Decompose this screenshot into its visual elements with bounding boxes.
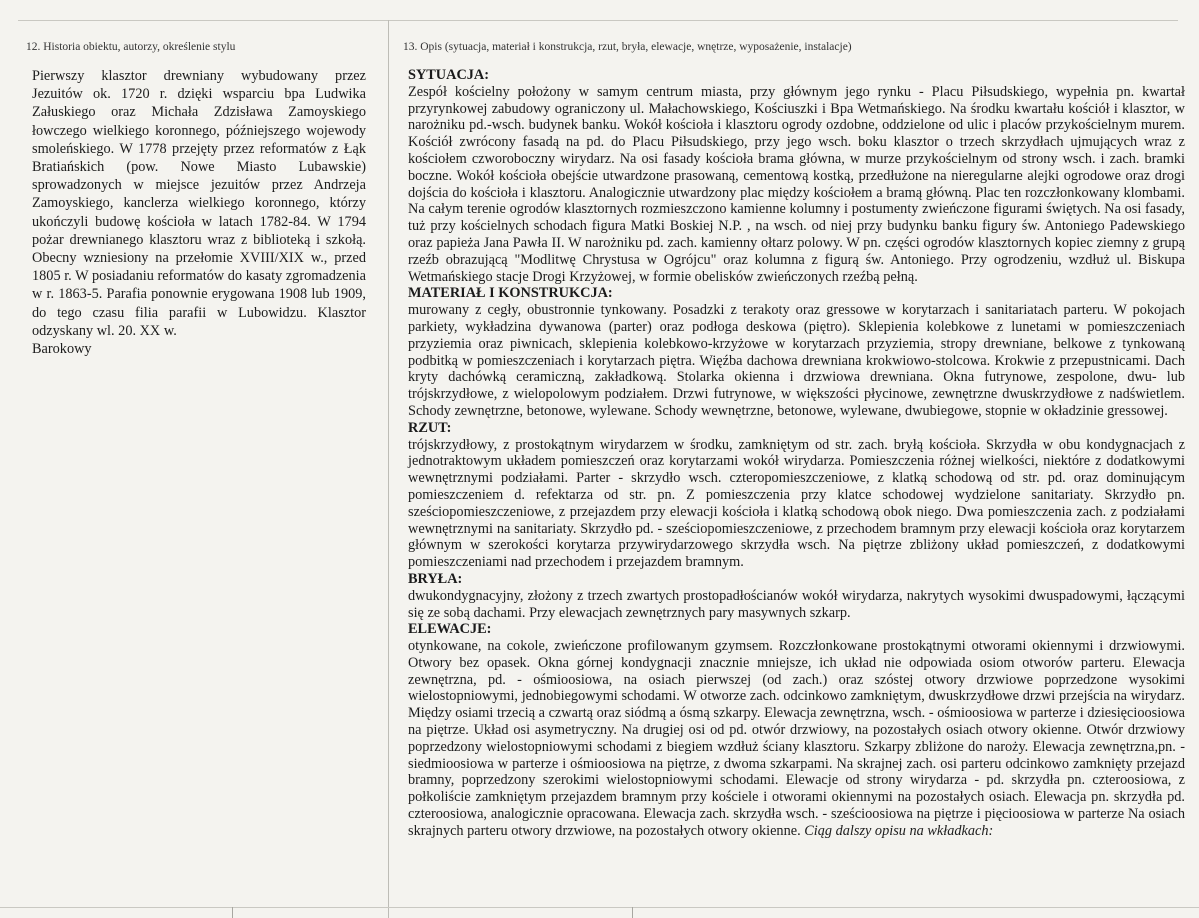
bottom-tick <box>232 907 233 918</box>
section-body: Zespół kościelny położony w samym centrum miasta, przy głównym jego rynku - Placu Piłsudskiego, wypełnia pn. kwartał przyrynkowej zabudowy ograniczony ul. Małachowskiego, Kościuszki i Bpa Wetmańskiego. Na środku kwartału kościół i klasztor, w narożniku pd.-wsch. budynek banku. Wokół kościoła i klasztoru ogrody ozdobne, oddzielone od ulic i placów przykościelnym murem. Kościół zwrócony fasadą na pd. do Placu Piłsudskiego, przy jego wsch. boku klasztor o trzech skrzydłach ujmujących wraz z kościołem czworoboczny wirydarz. Na osi fasady kościoła brama główna, w murze przykościelnym od strony wsch. i zach. bramki boczne. Wokół kościoła obejście utwardzone prasowaną, cementową kostką, przedłużone na nieregularne alejki ogrodowe oraz drogi dojścia do kościoła i klasztoru. Analogicznie utwardzony plac między kościołem a bramą główną. Plac ten rozczłonkowany klombami. Na całym terenie ogrodów klasztornych rozmieszczono kamienne kolumny i postumenty zwieńczone figurami świętych. Na osi fasady, tuż przy kościelnych schodach figura Matki Boskiej N.P. , na wsch. od niej przy budynku banku figury św. Antoniego Padewskiego oraz papieża Jana Pawła II. W narożniku pd. zach. kamienny ołtarz polowy. W pn. części ogrodów klasztornych kopiec ziemny z grupą rzeźb obrazującą "Modlitwę Chrystusa w Ogrójcu" oraz kolumna z figurą św. Antoniego. Przy ogrodzeniu, wzdłuż ul. Biskupa Wetmańskiego stacje Drogi Krzyżowej, w formie obelisków zwieńczonych rzeźbą pełną. <box>408 83 1185 285</box>
history-text <box>26 67 366 340</box>
section-situation <box>403 67 1185 285</box>
continuation-note: Ciąg dalszy opisu na wkładkach: <box>804 822 994 839</box>
section-body: murowany z cegły, obustronnie tynkowany. Posadzki z terakoty oraz gressowe w korytarzach i sanitariatach parteru. W pokojach parkiety, wykładzina dywanowa (parter) oraz podłoga deskowa (piętro). Sklepienia kolebkowe z lunetami w pomieszczeniach przyziemia oraz piwnicach, sklepienia kolebkowo-krzyżowe w korytarzach przyziemia, stropy drewniane, belkowe z tynkowaną podbitką w pomieszczeniach i korytarzach piętra. Więźba dachowa drewniana krokwiowo-stolcowa. Krokwie z przepustnicami. Dach kryty dachówką ceramiczną, zakładkową. Stolarka okienna i drzwiowa drewniana. Okna futrynowe, zespolone, dwu- lub trójskrzydłowe, z wielopolowym podziałem. Drzwi futrynowe, w większości płycinowe, zewnętrzne dwuskrzydłowe z nadświetlem. Schody zewnętrzne, betonowe, wylewane. Schody wewnętrzne, betonowe, wylewane, dwubiegowe, stopnie w okładzinie gressowej. <box>408 302 1185 419</box>
section-body: dwukondygnacyjny, złożony z trzech zwartych prostopadłościanów wokół wirydarza, nakrytych wysokimi dwuspadowymi, łączącymi się ze sobą dachami. Przy elewacjach zewnętrznych pary masywnych szkarp. <box>408 587 1185 621</box>
bottom-tick <box>632 907 633 918</box>
column-divider <box>388 20 389 918</box>
history-paragraph: Pierwszy klasztor drewniany wybudowany przez Jezuitów ok. 1720 r. dzięki wsparciu bpa Ludwika Załuskiego oraz Michała Zdzisława Zamoyskiego łowczego wielkiego koronnego, późniejszego wojewody smoleńskiego. W 1778 przejęty przez reformatów z Łąk Bratiańskich (pow. Nowe Miasto Lubawskie) sprowadzonych w miejsce jezuitów przez Andrzeja Zamoyskiego, kanclerza wielkiego koronnego, którzy ukończyli budowę kościoła w latach 1782-84. W 1794 pożar drewnianego klasztoru wraz z biblioteką i szkołą. Obecny wzniesiony na przełomie XVIII/XIX w., przed 1805 r. W posiadaniu reformatów do kasaty zgromadzenia w r. 1863-5. Parafia ponownie erygowana 1908 lub 1909, do tego czasu filia parafii w Lubowidzu. Klasztor odzyskany wl. 20. XX w. <box>32 68 366 339</box>
section-plan <box>403 420 1185 571</box>
top-divider <box>18 20 1178 21</box>
section-mass <box>403 571 1185 621</box>
section-title: BRYŁA: <box>408 570 463 587</box>
description-column <box>403 40 1185 840</box>
section-body <box>403 638 1185 840</box>
section-title: SYTUACJA: <box>408 67 490 83</box>
description-header: 13. Opis (sytuacja, materiał i konstrukcja, rzut, bryła, elewacje, wnętrze, wyposażenie, instalacje) <box>403 41 852 53</box>
section-body: trójskrzydłowy, z prostokątnym wirydarzem w środku, zamkniętym od str. zach. bryłą kościoła. Skrzydła w obu kondygnacjach z jednotraktowym układem pomieszczeń oraz korytarzami wokół wirydarza. Pomieszczenia różnej wielkości, niektóre z dodatkowymi wewnętrznymi podziałami. Parter - skrzydło wsch. czteropomieszczeniowe, z klatką schodową od str. pd. oraz dominującym pomieszczeniem d. refektarza od str. pn. Z pomieszczenia przy klatce schodowej wydzielone sanitariaty. Skrzydło pn. sześciopomieszczeniowe, z przejazdem przy elewacji kościoła i klatką schodową obok niego. Dwa pomieszczenia zach. z podziałami wewnętrznymi na sanitariaty. Skrzydło pd. - sześciopomieszczeniowe, z przechodem bramnym przy elewacji kościoła oraz korytarzem głównym w szerokości korytarza przywirydarzowego skrzydła wsch. Na piętrze zbliżony układ pomieszczeń, z dodatkowymi pomieszczeniami nad przechodem i przejazdem bramnym. <box>408 436 1185 571</box>
section-title: MATERIAŁ I KONSTRUKCJA: <box>408 285 613 302</box>
section-elevations <box>403 621 1185 839</box>
section-title: ELEWACJE: <box>408 621 492 638</box>
history-header: 12. Historia obiektu, autorzy, określenie stylu <box>26 41 236 53</box>
bottom-divider <box>0 907 1199 908</box>
elevations-text: otynkowane, na cokole, zwieńczone profilowanym gzymsem. Rozczłonkowane prostokątnymi otworami okiennymi i drzwiowymi. Otwory bez opasek. Okna górnej kondygnacji znacznie mniejsze, ich układ nie odpowiada osiom otworów parteru. Elewacja zewnętrzna, pd. - ośmioosiowa, na osiach pierwszej (od zach.) oraz szóstej otwory drzwiowe poprzedzone wysokimi wielostopniowymi, jednobiegowymi schodami. W otworze zach. odcinkowo zamkniętym, dwuskrzydłowe drzwi przejścia na wirydarz. Między osiami trzecią a czwartą oraz siódmą a ósmą szkarpy. Elewacja zewnętrzna, wsch. - ośmioosiowa w parterze i dziesięcioosiowa na piętrze. Układ osi asymetryczny. Na drugiej osi od pd. otwór drzwiowy, na pozostałych osiach otwory okienne. Otwór drzwiowy poprzedzony wielostopniowymi schodami z biegiem wzdłuż ściany klasztoru. Szkarpy zbliżone do naroży. Elewacja zewnętrzna,pn. - siedmioosiowa w parterze i ośmioosiowa na piętrze, z dwoma szkarpami. Na skrajnej zach. osi parteru odcinkowo zamknięty przejazd bramny, poprzedzony szerokimi wielostopniowymi schodami. Elewacje od strony wirydarza - pd. skrzydła pn. czteroosiowa, z połkoliście zamkniętym przejazdem bramnym przy kościele i otworami okiennymi na pozostałych osiach. Elewacja pn. skrzydła pd. czteroosiowa, analogicznie opracowana. Elewacja zach. skrzydła wsch. - sześcioosiowa na piętrze i pięcioosiowa w parterze Na osiach skrajnych parteru otwory drzwiowe, na pozostałych otwory okienne. <box>408 638 1185 839</box>
history-column <box>26 40 366 358</box>
section-material <box>403 285 1185 419</box>
section-title: RZUT: <box>408 419 452 436</box>
style-value: Barokowy <box>32 341 92 358</box>
